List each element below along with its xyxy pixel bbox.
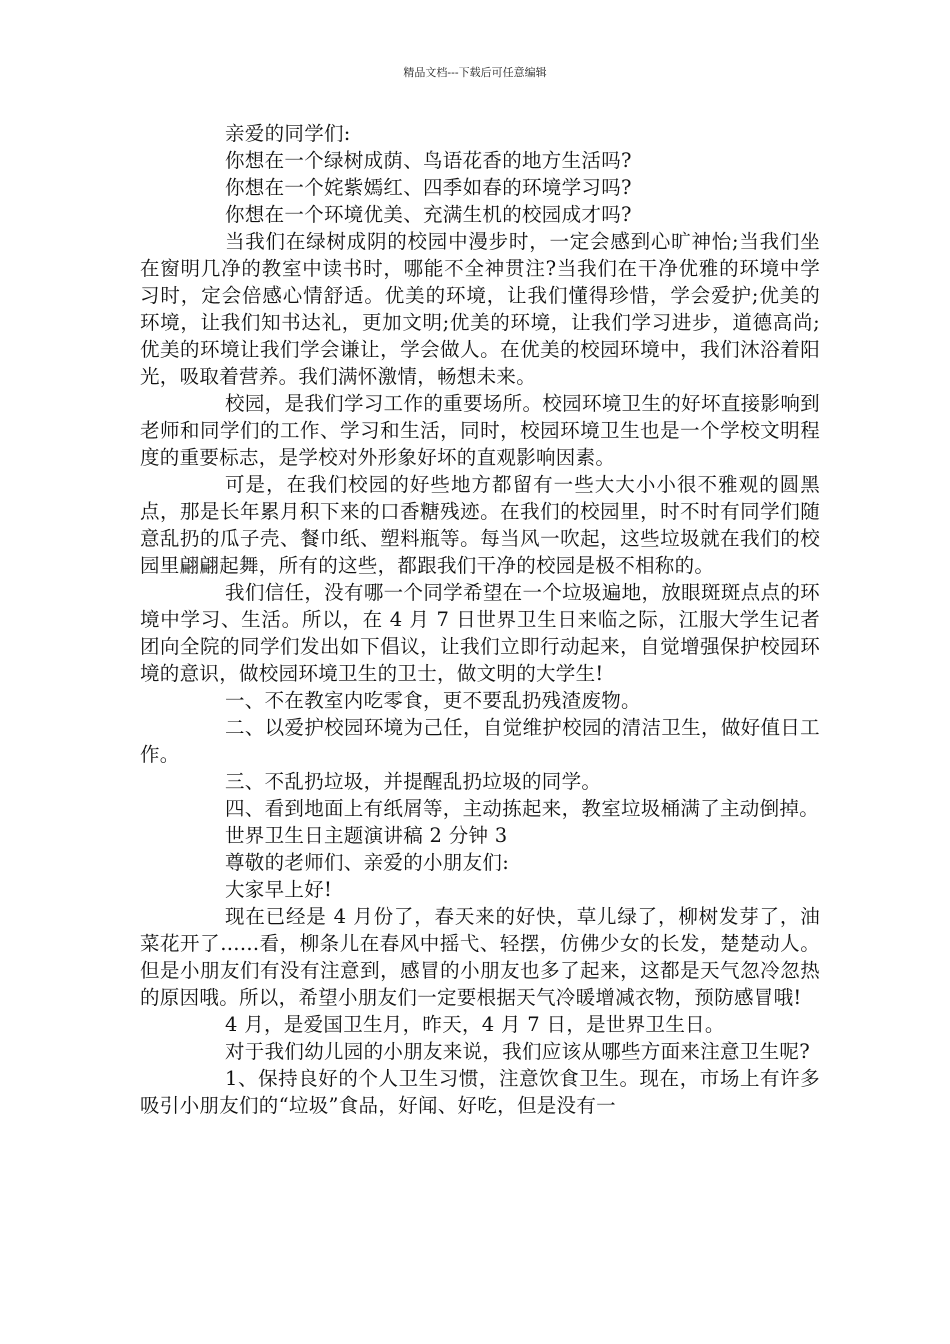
paragraph: 4 月，是爱国卫生月，昨天，4 月 7 日，是世界卫生日。: [225, 1013, 725, 1036]
paragraph: 对于我们幼儿园的小朋友来说，我们应该从哪些方面来注意卫生呢?: [225, 1040, 810, 1063]
paragraph: 你想在一个环境优美、充满生机的校园成才吗?: [225, 203, 632, 226]
paragraph: 你想在一个绿树成荫、鸟语花香的地方生活吗?: [225, 149, 632, 172]
paragraph: 大家早上好!: [225, 878, 333, 901]
paragraph: 四、看到地面上有纸屑等，主动拣起来，教室垃圾桶满了主动倒掉。: [225, 797, 820, 820]
paragraph: 一、不在教室内吃零食，更不要乱扔残渣废物。: [225, 689, 641, 712]
paragraph: 现在已经是 4 月份了，春天来的好快，草儿绿了，柳树发芽了，油菜花开了…...看，柳条儿在春风中摇弋、轻摆，仿佛少女的长发，楚楚动人。但是小朋友们有没有注意到，感冒的小朋友也多了起来，这都是天气忽冷忽热的原因哦。所以，希望小朋友们一定要根据天气冷暖增减衣物，预防感冒哦!: [140, 905, 820, 1009]
paragraph: 当我们在绿树成阴的校园中漫步时，一定会感到心旷神怡;当我们坐在窗明几净的教室中读书时，哪能不全神贯注?当我们在干净优雅的环境中学习时，定会倍感心情舒适。优美的环境，让我们懂得珍惜，学会爱护;优美的环境，让我们知书达礼，更加文明;优美的环境，让我们学习进步，道德高尚;优美的环境让我们学会谦让，学会做人。在优美的校园环境中，我们沐浴着阳光，吸取着营养。我们满怀激情，畅想未来。: [140, 230, 820, 388]
paragraph: 可是，在我们校园的好些地方都留有一些大大小小很不雅观的圆黑点，那是长年累月积下来的口香糖残迹。在我们的校园里，时不时有同学们随意乱扔的瓜子壳、餐巾纸、塑料瓶等。每当风一吹起，这些垃圾就在我们的校园里翩翩起舞，所有的这些，都跟我们干净的校园是极不相称的。: [140, 473, 820, 577]
paragraph: 1、保持良好的个人卫生习惯，注意饮食卫生。现在，市场上有许多吸引小朋友们的“垃圾”食品，好闻、好吃，但是没有一: [140, 1067, 820, 1117]
paragraph: 三、不乱扔垃圾，并提醒乱扔垃圾的同学。: [225, 770, 602, 793]
paragraph: 我们信任，没有哪一个同学希望在一个垃圾遍地，放眼斑斑点点的环境中学习、生活。所以，在 4 月 7 日世界卫生日来临之际，江服大学生记者团向全院的同学们发出如下倡议，让我们立即行动起来，自觉增强保护校园环境的意识，做校园环境卫生的卫士，做文明的大学生!: [140, 581, 820, 685]
paragraph: 你想在一个姹紫嫣红、四季如春的环境学习吗?: [225, 176, 632, 199]
document-body: [140, 120, 820, 1119]
paragraph: 亲爱的同学们:: [225, 122, 351, 145]
page-header: 精品文档---下载后可任意编辑: [403, 66, 547, 79]
paragraph: 二、以爱护校园环境为己任，自觉维护校园的清洁卫生，做好值日工作。: [140, 716, 820, 766]
paragraph: 尊敬的老师们、亲爱的小朋友们:: [225, 851, 510, 874]
paragraph: 校园，是我们学习工作的重要场所。校园环境卫生的好坏直接影响到老师和同学们的工作、学习和生活，同时，校园环境卫生也是一个学校文明程度的重要标志，是学校对外形象好坏的直观影响因素。: [140, 392, 820, 469]
section-title: 世界卫生日主题演讲稿 2 分钟 3: [225, 824, 508, 847]
